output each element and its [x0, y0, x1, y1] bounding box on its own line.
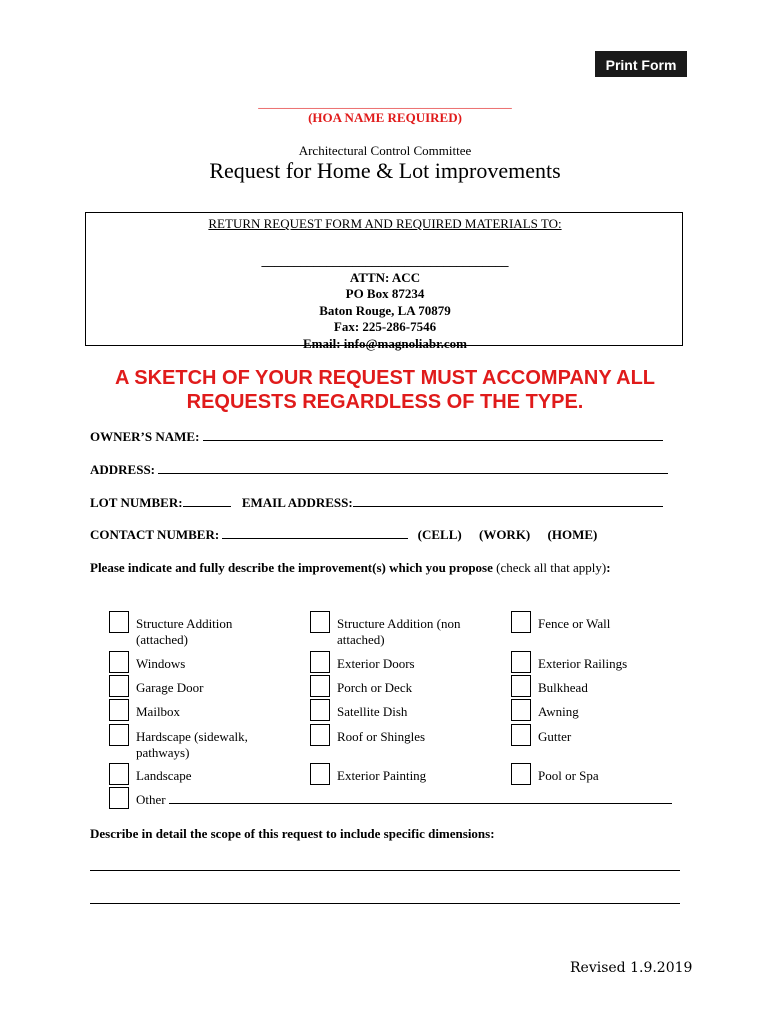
option-roof-or-shingles: Roof or Shingles	[337, 729, 426, 744]
return-address-box	[85, 212, 683, 351]
option-exterior-doors: Exterior Doors	[337, 656, 415, 671]
work-label: (WORK)	[478, 527, 531, 542]
email-address-label: EMAIL ADDRESS:	[241, 495, 353, 510]
option-hardscape: Hardscape (sidewalk, pathways)	[136, 729, 248, 760]
return-title: RETURN REQUEST FORM AND REQUIRED MATERIALS TO:	[208, 216, 562, 231]
instruction-colon: :	[606, 560, 611, 575]
lot-email-row	[90, 495, 663, 511]
hoa-name-blank[interactable]: _______________________________________	[258, 95, 512, 110]
option-awning: Awning	[538, 704, 579, 719]
instruction	[90, 560, 611, 576]
instruction-note: (check all that apply)	[496, 560, 607, 575]
option-pool-or-spa: Pool or Spa	[538, 768, 599, 783]
checkbox-windows[interactable]	[109, 651, 129, 673]
checkbox-exterior-painting[interactable]	[310, 763, 330, 785]
option-structure-addition-non-attached: Structure Addition (non attached)	[337, 616, 461, 647]
contact-number-label: CONTACT NUMBER:	[90, 527, 220, 542]
page-title: Request for Home & Lot improvements	[209, 158, 561, 183]
return-blank: ______________________________________	[261, 253, 509, 268]
checkbox-structure-addition-non-attached[interactable]	[310, 611, 330, 633]
option-mailbox: Mailbox	[136, 704, 181, 719]
checkbox-fence-or-wall[interactable]	[511, 611, 531, 633]
option-other: Other	[136, 792, 166, 807]
city-line: Baton Rouge, LA 70879	[319, 302, 451, 318]
checkbox-pool-or-spa[interactable]	[511, 763, 531, 785]
option-satellite-dish: Satellite Dish	[337, 704, 408, 719]
sketch-notice	[90, 366, 680, 414]
contact-row	[90, 527, 597, 543]
hoa-name-required-label: (HOA NAME REQUIRED)	[308, 110, 462, 125]
checkbox-bulkhead[interactable]	[511, 675, 531, 697]
owner-name-label: OWNER’S NAME:	[90, 429, 200, 444]
checkbox-porch-or-deck[interactable]	[310, 675, 330, 697]
option-structure-addition-attached: Structure Addition (attached)	[136, 616, 233, 647]
option-gutter: Gutter	[538, 729, 572, 744]
sketch-notice-line1: A SKETCH OF YOUR REQUEST MUST ACCOMPANY ALL	[114, 367, 656, 389]
option-landscape: Landscape	[136, 768, 192, 783]
sketch-notice-line2: REQUESTS REGARDLESS OF THE TYPE.	[186, 391, 584, 413]
option-bulkhead: Bulkhead	[538, 680, 588, 695]
lot-number-input[interactable]	[183, 495, 231, 507]
email-address-input[interactable]	[353, 495, 663, 507]
option-exterior-painting: Exterior Painting	[337, 768, 427, 783]
describe-line-1[interactable]	[90, 870, 680, 871]
checkbox-structure-addition-attached[interactable]	[109, 611, 129, 633]
checkbox-gutter[interactable]	[511, 724, 531, 746]
other-input[interactable]	[169, 793, 672, 804]
attn-line: ATTN: ACC	[349, 269, 421, 285]
revised-date: Revised 1.9.2019	[570, 960, 693, 976]
address-input[interactable]	[158, 462, 668, 474]
checkbox-other[interactable]	[109, 787, 129, 809]
checkbox-mailbox[interactable]	[109, 699, 129, 721]
po-box-line: PO Box 87234	[345, 286, 425, 301]
checkbox-roof-or-shingles[interactable]	[310, 724, 330, 746]
owner-name-input[interactable]	[203, 429, 663, 441]
option-exterior-railings: Exterior Railings	[538, 656, 628, 671]
checkbox-landscape[interactable]	[109, 763, 129, 785]
option-windows: Windows	[136, 656, 186, 671]
describe-line-2[interactable]	[90, 903, 680, 904]
checkbox-exterior-railings[interactable]	[511, 651, 531, 673]
option-fence-or-wall: Fence or Wall	[538, 616, 611, 631]
print-form-button[interactable]: Print Form	[595, 51, 687, 77]
committee-label: Architectural Control Committee	[298, 143, 472, 158]
address-label: ADDRESS:	[90, 462, 156, 477]
checkbox-exterior-doors[interactable]	[310, 651, 330, 673]
contact-number-input[interactable]	[222, 527, 408, 539]
other-row	[136, 792, 672, 808]
address-row	[90, 462, 668, 478]
instruction-bold: Please indicate and fully describe the improvement(s) which you propose	[90, 560, 493, 575]
checkbox-satellite-dish[interactable]	[310, 699, 330, 721]
option-garage-door: Garage Door	[136, 680, 204, 695]
owner-name-row	[90, 429, 663, 445]
checkbox-garage-door[interactable]	[109, 675, 129, 697]
lot-number-label: LOT NUMBER:	[90, 495, 183, 510]
fax-line: Fax: 225-286-7546	[333, 319, 437, 334]
checkbox-awning[interactable]	[511, 699, 531, 721]
return-address	[86, 253, 684, 352]
checkbox-hardscape[interactable]	[109, 724, 129, 746]
describe-label: Describe in detail the scope of this request to include specific dimensions:	[90, 826, 495, 841]
option-porch-or-deck: Porch or Deck	[337, 680, 413, 695]
home-label: (HOME)	[547, 527, 598, 542]
cell-label: (CELL)	[417, 527, 462, 542]
email-line: Email: info@magnoliabr.com	[302, 335, 467, 351]
